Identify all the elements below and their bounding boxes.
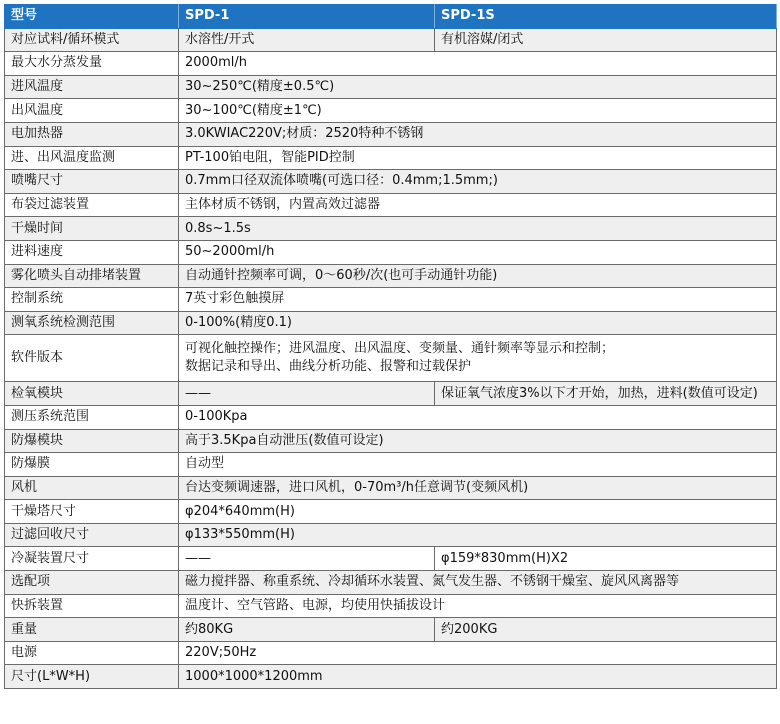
row-value: 1000*1000*1200mm (179, 665, 777, 689)
table-row (5, 500, 777, 524)
row-value: 30~100℃(精度±1℃) (179, 99, 777, 123)
row-label: 快拆装置 (5, 594, 179, 618)
row-label: 控制系统 (5, 288, 179, 312)
table-row (5, 429, 777, 453)
row-label: 进风温度 (5, 75, 179, 99)
table-row (5, 405, 777, 429)
spec-table (4, 4, 777, 689)
row-value: 7英寸彩色触摸屏 (179, 288, 777, 312)
row-value-line: 可视化触控操作；进风温度、出风温度、变频量、通针频率等显示和控制； (185, 341, 615, 357)
table-row (5, 122, 777, 146)
row-label: 冷凝装置尺寸 (5, 547, 179, 571)
row-label: 电源 (5, 641, 179, 665)
row-value: φ133*550mm(H) (179, 523, 777, 547)
table-row (5, 217, 777, 241)
header-model: 型号 (5, 5, 179, 29)
table-row (5, 641, 777, 665)
row-value: 0.7mm口径双流体喷嘴(可选口径：0.4mm;1.5mm;) (179, 170, 777, 194)
row-value: 磁力搅拌器、称重系统、冷却循环水装置、氮气发生器、不锈钢干燥室、旋风风离器等 (179, 571, 777, 595)
row-value: 50~2000ml/h (179, 240, 777, 264)
row-value: 3.0KWIAC220V;材质：2520特种不锈钢 (179, 122, 777, 146)
table-row (5, 571, 777, 595)
row-label: 出风温度 (5, 99, 179, 123)
row-value: 0-100%(精度0.1) (179, 311, 777, 335)
row-label: 喷嘴尺寸 (5, 170, 179, 194)
table-row (5, 311, 777, 335)
table-row (5, 52, 777, 76)
row-label: 干燥塔尺寸 (5, 500, 179, 524)
row-value-line: 数据记录和导出、曲线分析功能、报警和过载保护 (185, 359, 472, 375)
row-label: 雾化喷头自动排堵装置 (5, 264, 179, 288)
row-value-spd-1s: 保证氧气浓度3%以下才开始，加热，进料(数值可设定) (435, 382, 777, 406)
row-label: 过滤回收尺寸 (5, 523, 179, 547)
row-label: 尺寸(L*W*H) (5, 665, 179, 689)
table-row (5, 547, 777, 571)
table-row (5, 264, 777, 288)
row-value: 主体材质不锈钢，内置高效过滤器 (179, 193, 777, 217)
row-value-spd-1: 约80KG (179, 618, 435, 642)
row-value: φ204*640mm(H) (179, 500, 777, 524)
table-row (5, 170, 777, 194)
row-label: 防爆膜 (5, 453, 179, 477)
row-value: 自动通针控频率可调，0～60秒/次(也可手动通针功能) (179, 264, 777, 288)
row-value-spd-1s: 约200KG (435, 618, 777, 642)
row-label: 风机 (5, 476, 179, 500)
row-label: 进料速度 (5, 240, 179, 264)
row-value: 30~250℃(精度±0.5℃) (179, 75, 777, 99)
table-row (5, 193, 777, 217)
table-row (5, 75, 777, 99)
row-label: 进、出风温度监测 (5, 146, 179, 170)
row-label: 布袋过滤装置 (5, 193, 179, 217)
table-row (5, 99, 777, 123)
row-value (179, 335, 777, 382)
row-value-spd-1s: 有机溶媒/闭式 (435, 28, 777, 52)
table-row (5, 146, 777, 170)
row-label: 测氧系统检测范围 (5, 311, 179, 335)
row-label: 干燥时间 (5, 217, 179, 241)
row-value: 220V;50Hz (179, 641, 777, 665)
table-row (5, 618, 777, 642)
table-row (5, 476, 777, 500)
header-spd-1: SPD-1 (179, 5, 435, 29)
row-value: 温度计、空气管路、电源，均使用快插拔设计 (179, 594, 777, 618)
row-label: 软件版本 (5, 335, 179, 382)
row-label: 选配项 (5, 571, 179, 595)
header-spd-1s: SPD-1S (435, 5, 777, 29)
table-row (5, 523, 777, 547)
row-value-spd-1s: φ159*830mm(H)X2 (435, 547, 777, 571)
table-row (5, 594, 777, 618)
table-row (5, 382, 777, 406)
table-row (5, 335, 777, 382)
row-value: 2000ml/h (179, 52, 777, 76)
row-label: 最大水分蒸发量 (5, 52, 179, 76)
table-row (5, 453, 777, 477)
row-value: PT-100铂电阻，智能PID控制 (179, 146, 777, 170)
row-value-spd-1: 水溶性/开式 (179, 28, 435, 52)
row-value: 高于3.5Kpa自动泄压(数值可设定) (179, 429, 777, 453)
row-label: 检氧模块 (5, 382, 179, 406)
table-row (5, 28, 777, 52)
row-value: 台达变频调速器，进口风机，0-70m³/h任意调节(变频风机) (179, 476, 777, 500)
header-row (5, 5, 777, 29)
row-label: 测压系统范围 (5, 405, 179, 429)
row-label: 重量 (5, 618, 179, 642)
table-row (5, 665, 777, 689)
row-value: 自动型 (179, 453, 777, 477)
row-label: 对应试料/循环模式 (5, 28, 179, 52)
table-row (5, 288, 777, 312)
table-row (5, 240, 777, 264)
row-label: 防爆模块 (5, 429, 179, 453)
row-value-spd-1: —— (179, 382, 435, 406)
row-label: 电加热器 (5, 122, 179, 146)
row-value: 0-100Kpa (179, 405, 777, 429)
row-value-spd-1: —— (179, 547, 435, 571)
row-value: 0.8s~1.5s (179, 217, 777, 241)
